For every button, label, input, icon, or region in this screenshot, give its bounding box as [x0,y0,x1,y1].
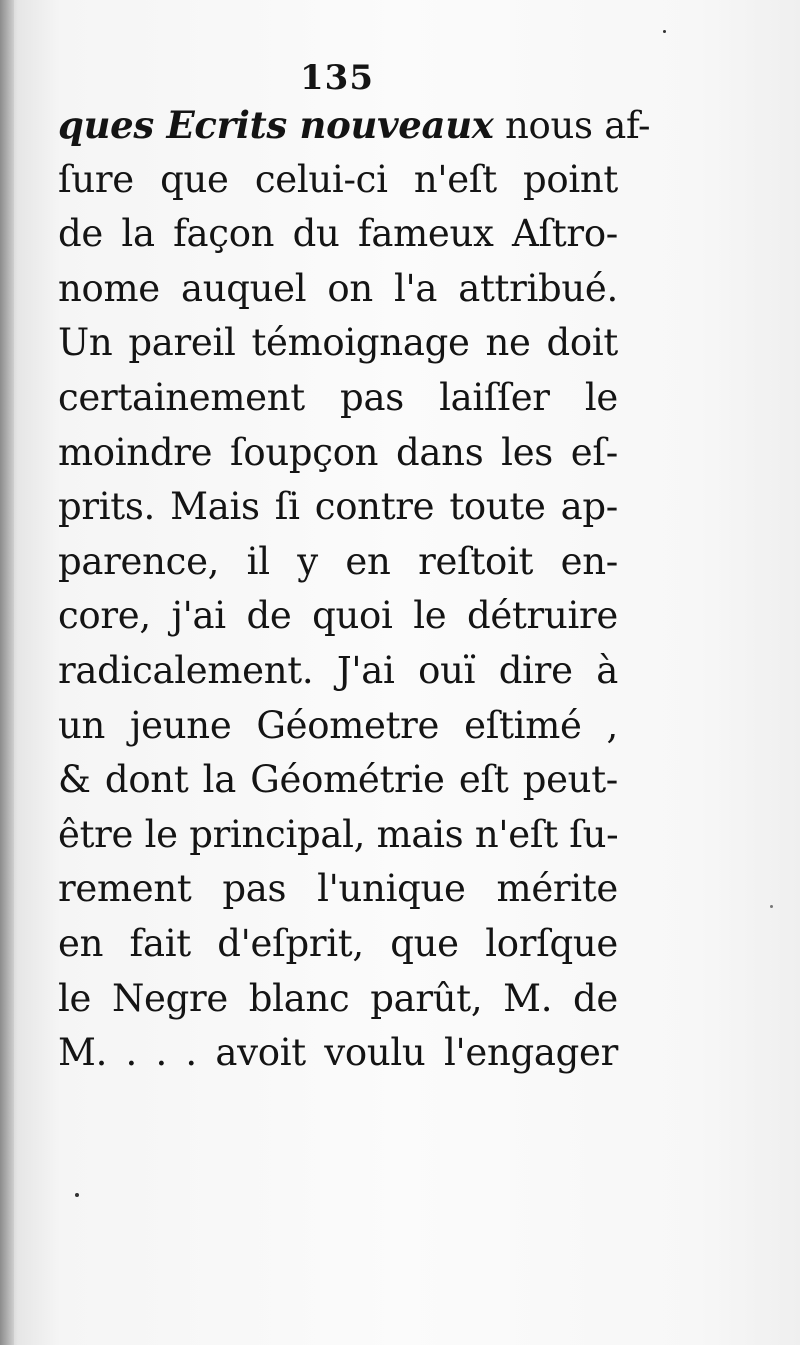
text-line-17 [58,972,618,1027]
line-text: parence, il y en reſtoit en- [58,539,618,583]
line-text: de la façon du fameux Aſtro- [58,212,618,256]
text-line-14 [58,808,618,863]
line-text: Un pareil témoignage ne doit [58,321,618,365]
line-text: certainement pas laiſſer le [58,375,618,419]
ink-speck [75,1193,79,1197]
line-text: nome auquel on l'a attribué. [58,266,618,310]
text-line-11 [58,644,618,699]
line-text: M. . . . avoit voulu l'engager [58,1031,618,1075]
line-text: prits. Mais ſi contre toute ap- [58,485,618,529]
text-line-16 [58,917,618,972]
line-text: un jeune Géometre eſtimé , [58,703,618,747]
page-spine-shadow [0,0,14,1345]
page-number: 135 [300,58,374,98]
line-text: moindre ſoupçon dans les eſ- [58,430,618,474]
text-line-10 [58,589,618,644]
line-text: être le principal, mais n'eſt ſu- [58,812,619,856]
line-text: en fait d'eſprit, que lorſque [58,921,618,965]
line-text: nous af- [493,104,651,147]
text-line-8 [58,480,618,535]
text-line-7 [58,426,618,481]
text-line-15 [58,862,618,917]
ink-speck [770,905,773,908]
text-line-12 [58,699,618,754]
text-line-13 [58,753,618,808]
text-line-4 [58,262,618,317]
text-line-5 [58,316,618,371]
line-text: core, j'ai de quoi le détruire [58,594,618,638]
italic-phrase: ques Ecrits nouveaux [58,103,494,147]
line-text: le Negre blanc parût, M. de [58,976,618,1020]
line-text: radicalement. J'ai ouï dire à [58,648,618,692]
line-text: rement pas l'unique mérite [58,867,618,911]
line-text: ſure que celui-ci n'eſt point [58,157,618,201]
line-text: & dont la Géométrie eſt peut- [58,758,618,802]
text-line-6 [58,371,618,426]
text-line-1 [58,98,651,153]
text-line-3 [58,207,618,262]
text-line-18 [58,1026,618,1081]
body-text [58,98,651,1081]
ink-speck [663,30,666,33]
text-line-9 [58,535,618,590]
text-line-2 [58,153,618,208]
